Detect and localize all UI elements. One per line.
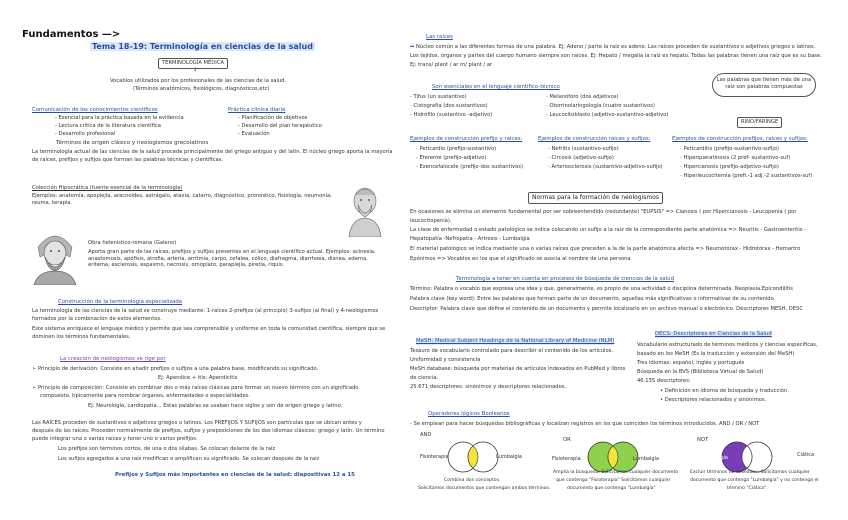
term-2: Palabra clave (key word): Entre las palabras que forman parte de un documento, aquellas más significativas o informativas de su contenido.	[410, 296, 776, 302]
and-left-label: Fisioterapia	[420, 454, 449, 460]
constr-head: Construcción de la terminología especializada	[58, 299, 183, 305]
comp-line-1: ➢ Principio de composición: Consiste en combinar dos o más raíces clásicas para formar un nuevo término con un significado	[32, 385, 359, 391]
not-label: NOT	[697, 437, 709, 443]
ex-both-item: - Hiperleucocitemia (prefi.-1 adj.-2 sustantivos-suf)	[680, 173, 813, 179]
sufijos-line: Los sufijos agregados a una raíz modifican o amplifican su significado. Se colocan después de la raíz	[58, 456, 320, 462]
pract-item: - Evaluación	[238, 131, 270, 137]
or-right-label: Lumbalgia	[633, 456, 659, 462]
raices-r1: ➡ Núcleo común a las diferentes formas de una palabra. Ej: Adeno / parte la raíz es adeno. Las raíces proceden de sustantivos o adjetivos griegos o latinos.	[410, 44, 816, 50]
deriv-line: ➢ Principio de derivación: Consiste en añadir prefijos o sufijos a una palabra base, modificando su significado.	[32, 366, 319, 372]
not-caption-3: término "Ciática".	[727, 486, 768, 491]
galeno-text: Aporta gran parte de las raíces, prefijos y sufijos presentes en el lenguaje científico actual. Ejemplos: acinesia, anastomosis, apófisis, atrofia, arteria, arritmia, carpo, cefalea, cólico, diafragma, diarrhoea, disnea, edema, eritema, esclerosis, espasmo, necrosis, omóplato, paraplejía, piretía, riquis.	[88, 249, 376, 269]
ex-pref-item: - Eferente (prefijo-adjetivo)	[416, 155, 487, 161]
para-1b: de raíces, prefijos y sufijos que forman las palabras técnicas y científicas.	[32, 157, 224, 163]
and-label: AND	[420, 432, 432, 438]
or-label: OR	[563, 437, 571, 443]
term-3: Descriptor: Palabra clave que define el contenido de un documento y permite localizarlo en un archivo manual o electrónico. Descriptores MESH, DESC	[410, 306, 803, 312]
comp-line-2: compuesto, típicamente para nombrar órganos, enfermedades o especialidades.	[40, 393, 251, 399]
raices-line-2: después de las raíces. Proceden normalmente de prefijos, sufijos y preposiciones de los dos idiomas clásicos: griego y latín. Un término	[32, 428, 385, 434]
pract-item: - Desarrollo del plan terapéutico	[238, 123, 322, 129]
ex-both-item: - Hipercianosis (prefijo-adjetivo-sufijo)	[680, 164, 779, 170]
not-left-label: Lumbalgia	[702, 455, 728, 461]
ex-pref-head: Ejemplos de construcción prefijo y raíces:	[410, 136, 523, 142]
com-head: Comunicación de los conocimientos científicos	[32, 107, 158, 113]
normas-1: En ocasiones se elimina un elemento fundamental por ser sobreentendido (redundante) "EUPSIS" => Cianosis ( por Hipercianosis - Leucopenia ( por	[410, 209, 797, 215]
decs-item: Tres idiomas: español, inglés y portugués	[637, 360, 745, 366]
mesh-item: Uniformidad y consistencia	[410, 357, 481, 363]
com-item: - Esencial para la práctica basada en la evidencia	[55, 115, 184, 121]
galeno-portrait-icon	[30, 227, 80, 289]
raices-head: Las raíces	[426, 34, 453, 40]
ex-suf-item: - Nefritis (sustantivo-sufijo)	[548, 146, 619, 152]
decs-bullet: • Definición en idioma de búsqueda y traducción.	[660, 388, 789, 394]
com-item: - Lectura crítica de la literatura científica	[55, 123, 161, 129]
normas-head: Normas para la formación de neologismos	[528, 192, 663, 204]
pract-item: - Planificación de objetivos	[238, 115, 308, 121]
and-caption-1: Combina dos conceptos.	[444, 478, 501, 483]
raices-r3: Ej: trans/ plant / ar m/ plant / ar	[410, 62, 493, 68]
sust-right-item: - Melanóforo (dos adjetivos)	[546, 94, 619, 100]
sust-head: Son esenciales en el lenguaje científico-técnico	[432, 84, 560, 90]
term-1: Término: Palabra o vocablo que expresa una idea y que, generalmente, es propio de una actividad o disciplina determinada. Neoplasia,Epicondilitis	[410, 286, 793, 292]
bool-head: Operadores lógicos Booleanos	[428, 411, 510, 417]
constr-4: dominen los términos fundamentales.	[32, 334, 131, 340]
mesh-item: Tesauro de vocabulario controlado para describir el contenido de los artículos.	[410, 348, 613, 354]
or-caption-2: que contenga "Fisioterapia" Solicitamos cualquier	[556, 478, 671, 483]
term-head: Terminología a tener en cuenta en procesos de búsqueda de ciencias de la salud	[456, 276, 675, 282]
hippocrates-bust-icon	[343, 181, 387, 241]
decs-head: DECS: Descriptores en Ciencias de la Salud	[655, 331, 772, 337]
hipo-head: Colección Hipocrática (fuente esencial de la terminología)	[32, 185, 183, 191]
mesh-head: MeSH: Medical Subject Headings de la National Library of Medicine (NLM)	[416, 338, 615, 344]
normas-4: Hepatopatía -Nefropatía - Artrosis - Lumbalgia	[410, 236, 530, 242]
deriv-example: Ej: Apendice + itis: Apendicitis	[158, 375, 238, 381]
galeno-head: Obra helenístico-romana (Galeno)	[88, 240, 177, 246]
decs-item: Búsqueda en la BVS (Biblioteca Virtual de Salud)	[637, 369, 764, 375]
origin-line: Términos de origen clásico y neologismos grecolatinos	[56, 140, 209, 146]
pract-head: Práctica clínica diaria	[228, 107, 286, 113]
ex-both-head: Ejemplos de construcción prefijos, raíces y sufijos:	[672, 136, 808, 142]
sust-left-item: - Cistografía (dos sustantivos)	[410, 103, 488, 109]
hipo-examples: Ejemplos: anatomía, apoplejía, aracnoides, astrágalo, ataxia, catarro, diagnóstico, pronóstico, fisiología, neumonía, reuma, terapia.	[32, 193, 332, 206]
mesh-item: 25.671 descriptores: sinónimos y descriptores relacionados.	[410, 384, 567, 390]
not-caption-2: documento que contenga "Lumbalgia" y no contenga el	[690, 478, 819, 483]
ex-suf-item: - Arteriosclerosis (sustantivo-adjetivo-sufijo)	[548, 164, 663, 170]
sust-right-item: - Leucocitoblasto (adjetivo-sustantivo-adjetivo)	[546, 112, 669, 118]
normas-5: El material patológico se indica mediante una o varias raíces que preceden a la de la parte anatómica afecta => Neumotórax - Hidrotórax - Hemartro	[410, 246, 801, 252]
bool-intro: - Se emplean para hacer búsquedas bibliográficas y localizan registros en los que coinciden los términos introducidos. AND / OR / NOT	[410, 421, 760, 427]
sust-left-item: - Tifus (un sustantivo)	[410, 94, 467, 100]
prefijos-line: Los prefijos son términos cortos, de una o dos sílabas. Se colocan delante de la raíz	[58, 446, 276, 452]
normas-3: La clase de enfermedad o estado patológico se indica colocando un sufijo a la raíz de la correspondiente parte anatómica => Neuritis - Gastroenteritis -	[410, 227, 807, 233]
or-caption-3: documento que contenga "Lumbalgia"	[567, 486, 656, 491]
mesh-item: MeSH database: búsqueda por materias de artículos indexados en PubMed y libros	[410, 366, 626, 372]
mesh-item: de ciencia.	[410, 375, 439, 381]
ex-suf-item: - Circosis (adjetivo-sufijo)	[548, 155, 614, 161]
or-left-label: Fisioterapia	[552, 456, 581, 462]
normas-6: Epónimos => Vocablos en los que el significado se asocia al nombre de una persona	[410, 256, 631, 262]
ex-pref-item: - Exencefalocele (prefijo-dos sustantivos)	[416, 164, 524, 170]
ex-both-item: - Pericarditis (prefijo-sustantivo-sufijo)	[680, 146, 780, 152]
com-item: - Desarrollo profesional	[55, 131, 116, 137]
neo-head: La creación de neologismos se rige por	[60, 356, 166, 362]
constr-3: Este sistema enriquece el lenguaje médico y permite que sea comprensible y uniforme en toda la comunidad científica, siempre que se	[32, 326, 386, 332]
ex-both-item: - Hiperqueratinosis (2 pref- sustantivo-suf)	[680, 155, 791, 161]
raices-line-1: Las RAÍCES proceden de sustantivos o adjetivos griegos o latinos. Los PREFIJOS Y SUFIJOS son partículas que se ubican antes y	[32, 420, 362, 426]
page-header: Fundamentos —>	[22, 29, 121, 40]
decs-bullet: • Descriptores relacionados y sinónimos.	[660, 397, 767, 403]
decs-item: 46.135 descriptores:	[637, 378, 691, 384]
constr-1: La terminología de las ciencias de la salud se construye mediante: 1-raíces 2-prefijos (al principio) 3-sufijos (al final) y 4-neologismos	[32, 308, 379, 314]
tm-arrow: ↓	[193, 67, 198, 73]
and-caption-2: Solicitamos documentos que contengan ambos términos.	[418, 486, 551, 491]
tm-box: TERMINOLOGÍA MÉDICA	[158, 58, 228, 69]
raices-r2: Los tejidos, órganos y partes del cuerpo humano siempre son raíces. Ej: Hepato / megalia la raíz es hepato. Todas las palabras tienen una raíz que es su base.	[410, 53, 822, 59]
rino-faringe-box: RINO/FARINGE	[737, 117, 782, 128]
ex-pref-item: - Pericardio (prefijo-sustantivo)	[416, 146, 497, 152]
not-caption-1: Excluir términos no deseados. Solicitamos cualquier	[690, 470, 810, 475]
and-right-label: Lumbalgia	[496, 454, 522, 460]
not-right-label: Ciática	[797, 452, 815, 458]
raices-line-3: puede integrar una o varias raíces y tener uno o varios prefijos.	[32, 436, 198, 442]
main-title: Tema 18-19: Terminología en ciencias de la salud	[92, 42, 313, 51]
compound-words-cloud: Las palabras que tienen más de una raíz son palabras compuestas	[712, 73, 816, 97]
sust-right-item: - Otorrinolaringología (cuatro sustantivos)	[546, 103, 655, 109]
comp-example: Ej: Neurología, cardiopatía... Estas palabras se usaban hace siglos y son de origen griego y latino.	[88, 403, 343, 409]
normas-2: leucocitopenia).	[410, 218, 452, 224]
tm-desc-1: Vocablos utilizados por los profesionales de las ciencias de la salud.	[110, 78, 287, 84]
tm-desc-2: (Términos anatómicos, fisiológicos, diagnósticos,etc)	[133, 86, 270, 92]
decs-item: Vocabulario estructurado de términos médicos y ciencias específicas,	[637, 342, 818, 348]
left-footer: Prefijos y Sufijos más importantes en ciencias de la salud: diapositivas 12 a 15	[115, 472, 355, 478]
constr-2: formados por la combinación de estos elementos.	[32, 316, 162, 322]
para-1a: La terminología actual de las ciencias de la salud procede principalmente del griego antiguo y del latín. El núcleo griego aporta la mayoría	[32, 149, 393, 155]
decs-item: basado en los MeSH (Es la traducción y extensión del MeSH)	[637, 351, 795, 357]
sust-left-item: - Hidrófilo (sustantivo -adjetivo)	[410, 112, 493, 118]
ex-suf-head: Ejemplos de construcción raíces y sufijos:	[538, 136, 651, 142]
or-caption-1: Amplía la búsqueda. Solicitamos cualquier documento	[553, 470, 679, 475]
